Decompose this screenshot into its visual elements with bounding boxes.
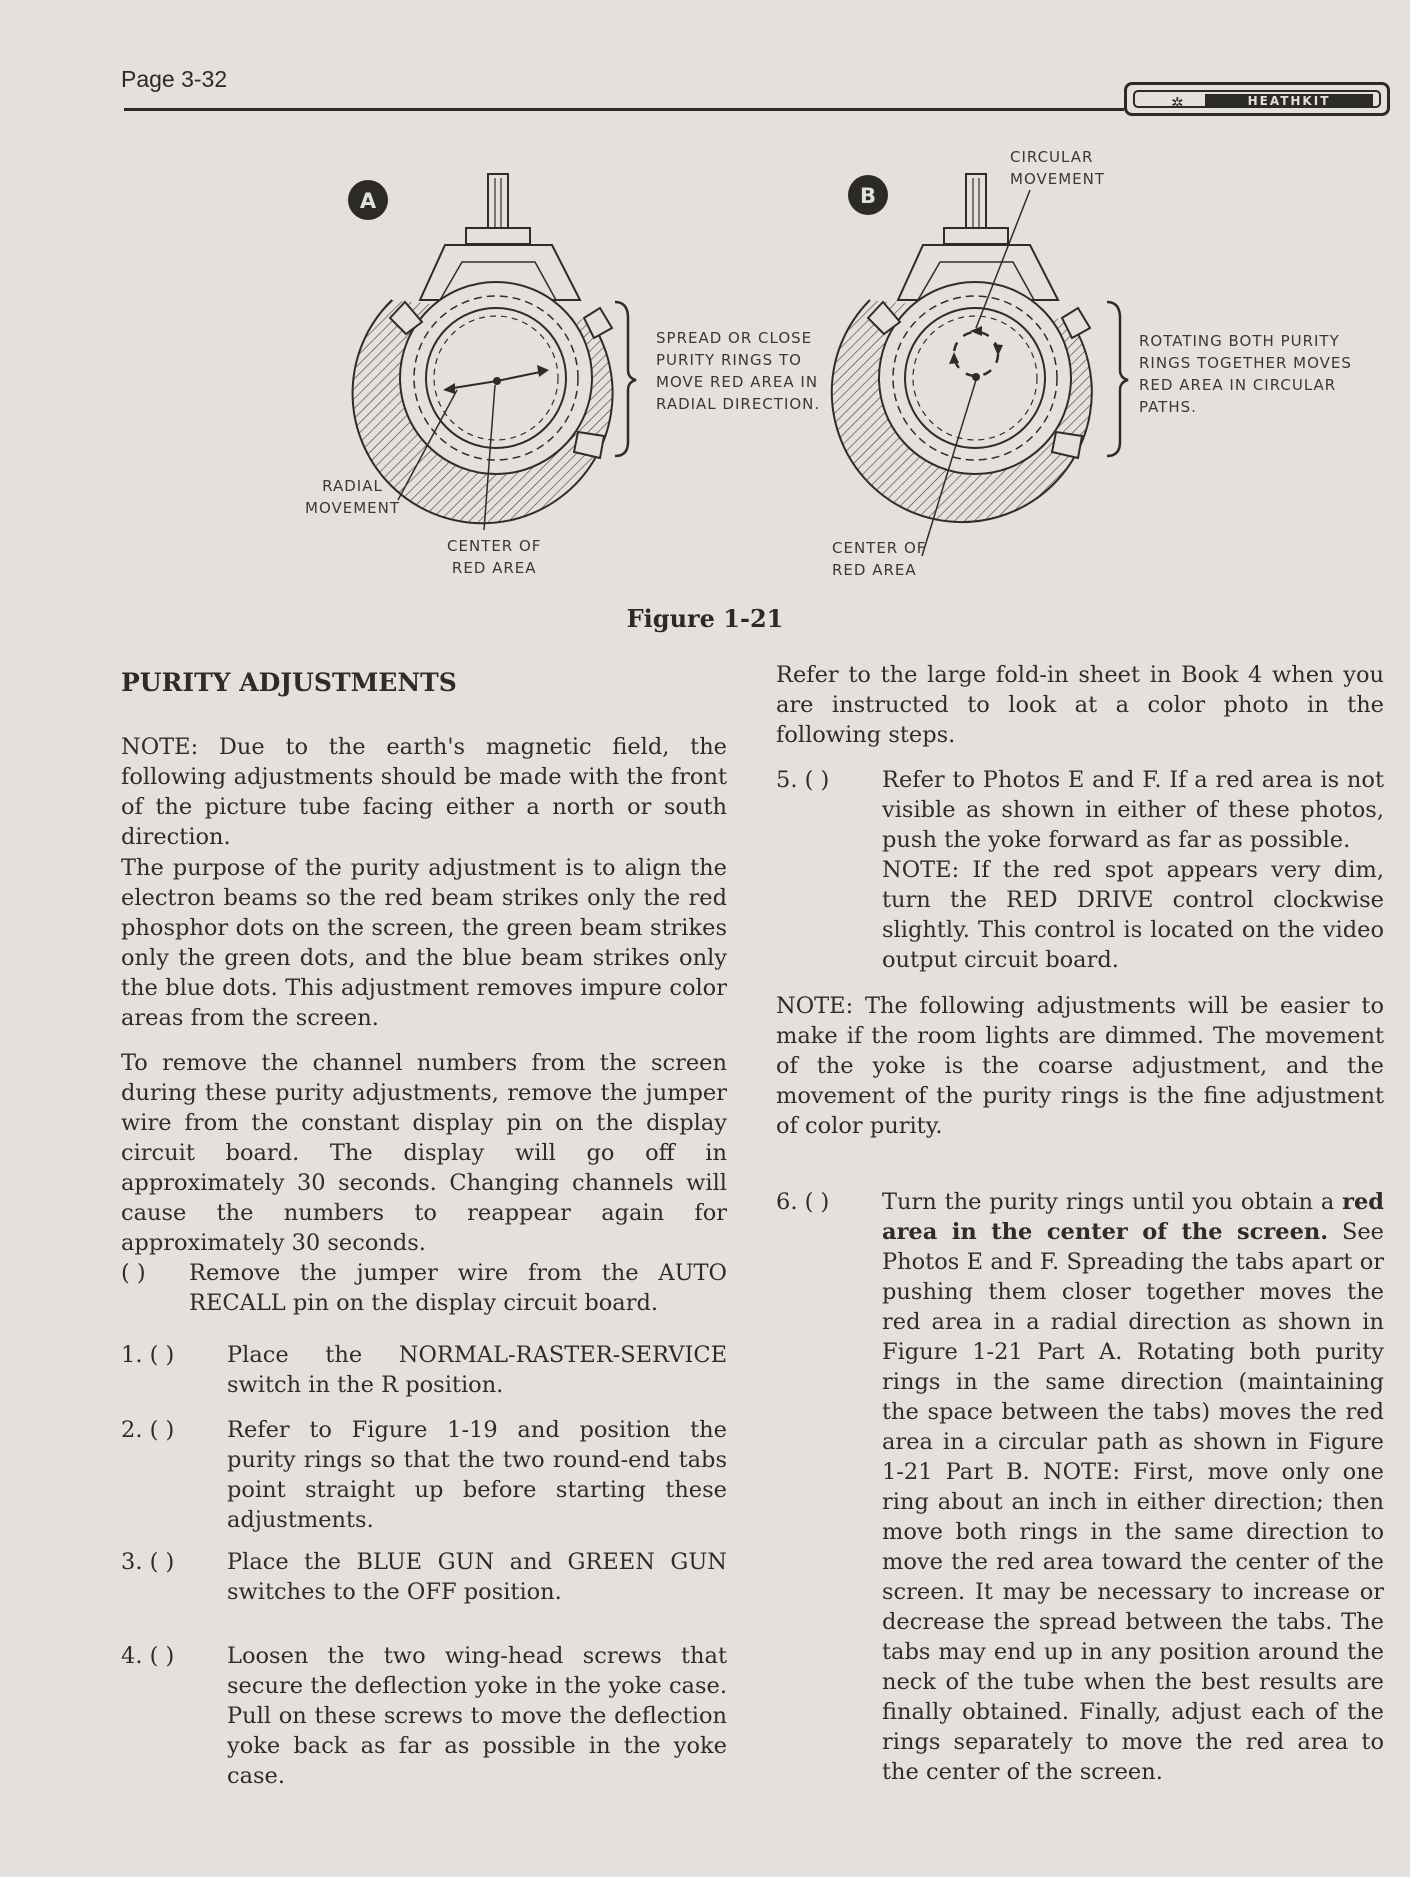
yoke-drawing-b — [832, 174, 1128, 556]
part-a-marker: A — [359, 189, 377, 213]
earth-field-note: NOTE: Due to the earth's magnetic field, the following adjustments should be made with the front of the picture tube facing either a north or south direction. — [121, 734, 727, 850]
step-number: 1. ( ) — [121, 1342, 175, 1368]
step-number: 3. ( ) — [121, 1549, 175, 1575]
b-rotating-label: ROTATING BOTH PURITY RINGS TOGETHER MOVES RED AREA IN CIRCULAR PATHS. — [1139, 332, 1352, 416]
logo-text: HEATHKIT — [1205, 94, 1373, 108]
a-radial-label: RADIAL MOVEMENT — [305, 477, 401, 517]
purpose-paragraph: The purpose of the purity adjustment is to align the electron beams so the red beam strikes only the red phosphor dots on the screen, the green beam strikes only the green dots, and the blue beam strikes only the blue dots. This adjustment removes impure color areas from the screen. — [121, 855, 727, 1031]
logo-star-icon: ✲ — [1171, 94, 1184, 112]
figure-caption: Figure 1-21 — [626, 604, 784, 633]
step-number: 5. ( ) — [776, 767, 830, 793]
figure-1-21-drawing — [0, 0, 1410, 600]
page-number: Page 3-32 — [121, 66, 228, 92]
fold-in-sheet-intro: Refer to the large fold-in sheet in Book 4 when you are instructed to look at a color photo in the following steps. — [776, 662, 1384, 748]
section-heading: PURITY ADJUSTMENTS — [121, 668, 457, 697]
step-5-text: Refer to Photos E and F. If a red area is not visible as shown in either of these photos, push the yoke forward as far as possible. — [882, 767, 1384, 853]
step-6-emphasis: red area in the center of the screen. — [882, 1189, 1384, 1245]
step-5-note: NOTE: If the red spot appears very dim, turn the RED DRIVE control clockwise slightly. This control is located on the video output circuit board. — [882, 857, 1384, 973]
step-6-text: Turn the purity rings until you obtain a red area in the center of the screen. See Photos E and F. Spreading the tabs apart or pushing them closer together moves the red area in a radial direction as shown in Figure 1-21 Part A. Rotating both purity rings in the same direction (maintaining the space between the tabs) moves the red area in a circular path as shown in Figure 1-21 Part B. NOTE: First, move only one ring about an inch in either direction; then move both rings in the same direction to move the red area toward the center of the screen. It may be necessary to increase or decrease the spread between the tabs. The tabs may end up in any position around the neck of the tube when the best results are finally obtained. Finally, adjust each of the rings separately to move the red area to the center of the screen. — [882, 1189, 1384, 1785]
step-number: 2. ( ) — [121, 1417, 175, 1443]
step-number: 4. ( ) — [121, 1643, 175, 1669]
room-lights-note: NOTE: The following adjustments will be easier to make if the room lights are dimmed. The movement of the yoke is the coarse adjustment, and the movement of the purity rings is the fine adjustment of color purity. — [776, 993, 1384, 1139]
a-spread-label: SPREAD OR CLOSE PURITY RINGS TO MOVE RED AREA IN RADIAL DIRECTION. — [656, 329, 821, 413]
step-checkbox: ( ) — [121, 1260, 146, 1286]
a-center-label: CENTER OF RED AREA — [447, 537, 542, 577]
step-number: 6. ( ) — [776, 1189, 830, 1215]
b-center-label: CENTER OF RED AREA — [832, 539, 927, 579]
b-circular-label: CIRCULAR MOVEMENT — [1010, 148, 1106, 188]
remove-numbers-paragraph: To remove the channel numbers from the screen during these purity adjustments, remove the jumper wire from the constant display pin on the display circuit board. The display will go off in approximately 30 seconds. Changing channels will cause the numbers to reappear again for approximately 30 seconds. — [121, 1050, 727, 1256]
part-b-marker: B — [859, 184, 877, 208]
